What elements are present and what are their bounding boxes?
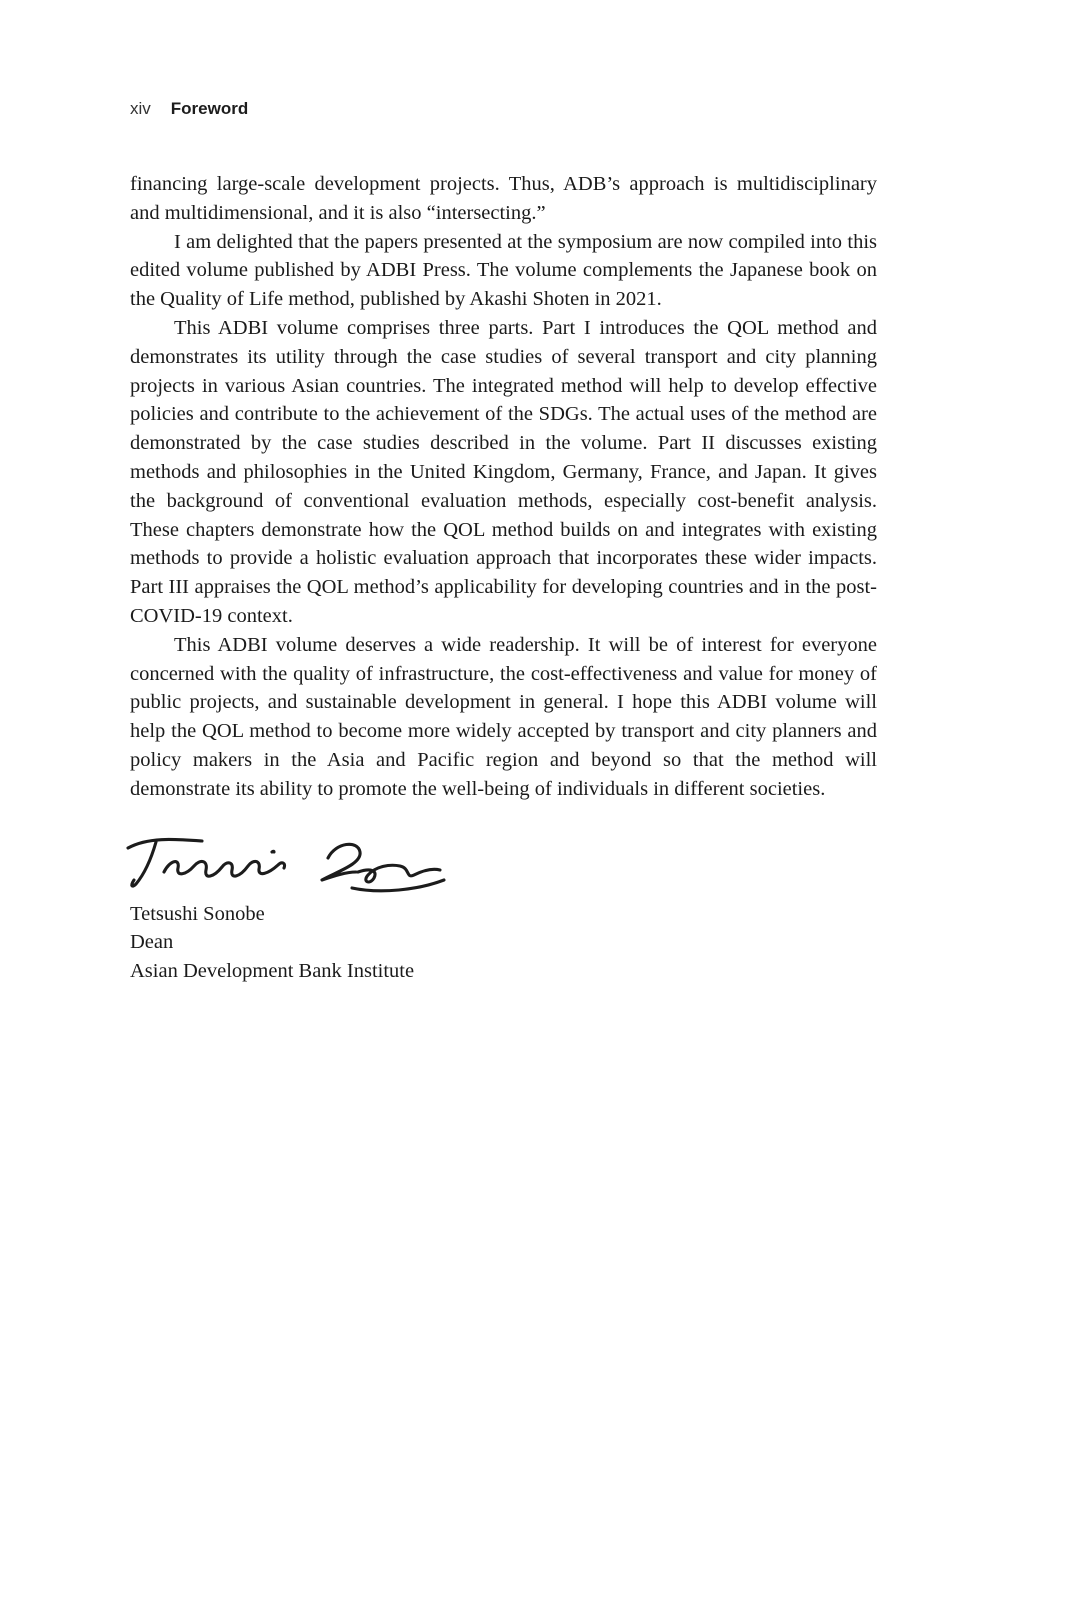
paragraph: This ADBI volume comprises three parts. Part I introduces the QOL method and demonstrates its utility through the case studies of several transport and city planning projects in various Asian countries. The integrated method will help to develop effective policies and contribute to the achievement of the SDGs. The actual uses of the method are demonstrated by the case studies described in the volume. Part II discusses existing methods and philosophies in the United Kingdom, Germany, France, and Japan. It gives the background of conventional evaluation methods, especially cost-benefit analysis. These chapters demonstrate how the QOL method builds on and integrates with existing methods to provide a holistic evaluation approach that incorporates these wider impacts. Part III appraises the QOL method’s applicability for developing countries and in the post-COVID-19 context. — [130, 316, 877, 627]
section-title: Foreword — [170, 99, 249, 118]
paragraph: financing large-scale development projects. Thus, ADB’s approach is multidisciplinary and multidimensional, and it is also “intersecting.” — [130, 173, 877, 224]
paragraph: I am delighted that the papers presented at the symposium are now compiled into this edited volume published by ADBI Press. The volume complements the Japanese book on the Quality of Life method, published by Akashi Shoten in 2021. — [130, 230, 877, 311]
page-number: xiv — [130, 99, 151, 118]
signer-organization: Asian Development Bank Institute — [130, 959, 415, 982]
handwritten-signature-image — [122, 830, 452, 896]
running-header — [130, 98, 877, 120]
signature-block — [130, 830, 877, 986]
signer-identification — [130, 900, 877, 986]
signer-title: Dean — [130, 931, 174, 954]
signer-name: Tetsushi Sonobe — [130, 902, 265, 925]
paragraph: This ADBI volume deserves a wide readership. It will be of interest for everyone concerned with the quality of infrastructure, the cost-effectiveness and value for money of public projects, and sustainable development in general. I hope this ADBI volume will help the QOL method to become more widely accepted by transport and city planners and policy makers in the Asia and Pacific region and beyond so that the method will demonstrate its ability to promote the well-being of individuals in different societies. — [130, 633, 877, 800]
page-content — [130, 0, 877, 985]
foreword-body — [130, 170, 877, 804]
